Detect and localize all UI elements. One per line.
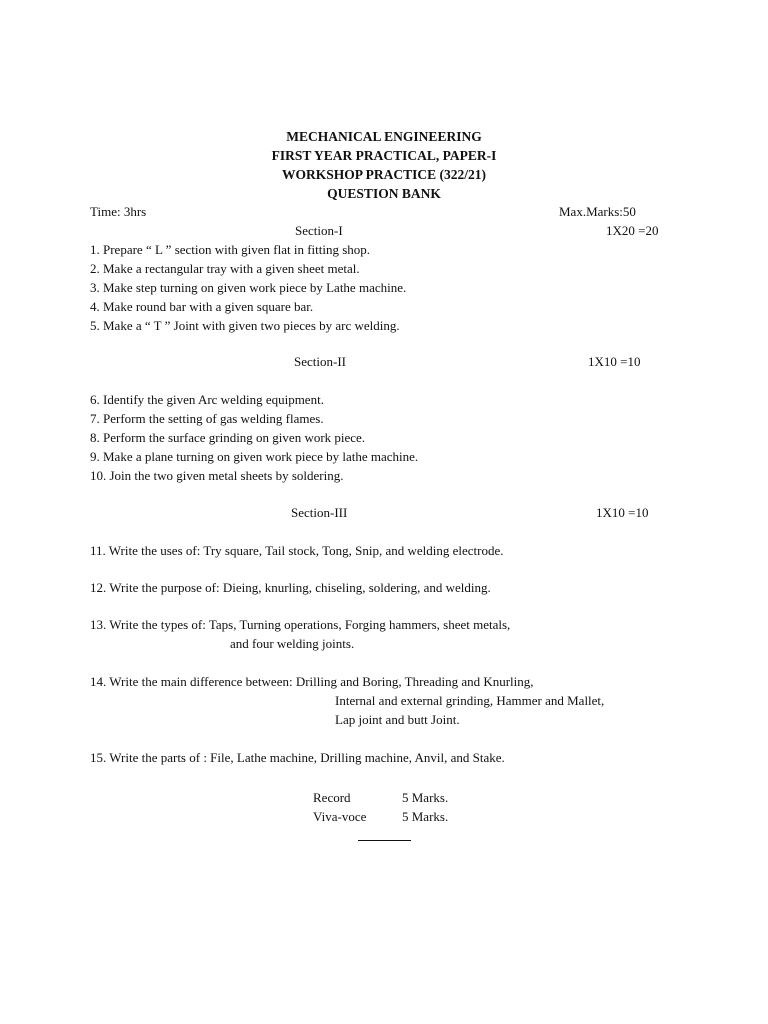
viva-voce-marks: 5 Marks. (402, 809, 449, 824)
section-2-title: Section-II (294, 354, 346, 369)
section-3-title: Section-III (291, 505, 348, 520)
title-first-year-practical: FIRST YEAR PRACTICAL, PAPER-I (271, 148, 497, 163)
question-3: 3. Make step turning on given work piece by Lathe machine. (90, 280, 407, 295)
record-label: Record (313, 790, 351, 805)
question-2: 2. Make a rectangular tray with a given sheet metal. (90, 261, 360, 276)
question-11: 11. Write the uses of: Try square, Tail stock, Tong, Snip, and welding electrode. (90, 543, 504, 558)
title-workshop-practice: WORKSHOP PRACTICE (322/21) (281, 167, 486, 182)
section-1-marks: 1X20 =20 (606, 223, 659, 238)
question-1: 1. Prepare “ L ” section with given flat in fitting shop. (90, 242, 371, 257)
question-8: 8. Perform the surface grinding on given work piece. (90, 430, 366, 445)
question-4: 4. Make round bar with a given square bar. (90, 299, 314, 314)
title-question-bank: QUESTION BANK (327, 186, 441, 201)
question-9: 9. Make a plane turning on given work piece by lathe machine. (90, 449, 419, 464)
viva-voce-label: Viva-voce (313, 809, 367, 824)
time-label: Time: 3hrs (90, 204, 147, 219)
question-12: 12. Write the purpose of: Dieing, knurling, chiseling, soldering, and welding. (90, 580, 491, 595)
question-14-line-1: 14. Write the main difference between: Drilling and Boring, Threading and Knurling, (90, 674, 534, 689)
question-7: 7. Perform the setting of gas welding flames. (90, 411, 324, 426)
question-14-line-3: Lap joint and butt Joint. (335, 712, 460, 727)
title-mechanical-engineering: MECHANICAL ENGINEERING (286, 129, 482, 144)
end-rule (358, 840, 411, 841)
max-marks-label: Max.Marks:50 (559, 204, 636, 219)
section-2-marks: 1X10 =10 (588, 354, 641, 369)
section-1-title: Section-I (295, 223, 343, 238)
question-13-line-2: and four welding joints. (230, 636, 355, 651)
record-marks: 5 Marks. (402, 790, 449, 805)
question-10: 10. Join the two given metal sheets by soldering. (90, 468, 344, 483)
question-5: 5. Make a “ T ” Joint with given two pieces by arc welding. (90, 318, 400, 333)
question-13-line-1: 13. Write the types of: Taps, Turning operations, Forging hammers, sheet metals, (90, 617, 511, 632)
question-15: 15. Write the parts of : File, Lathe machine, Drilling machine, Anvil, and Stake. (90, 750, 505, 765)
question-6: 6. Identify the given Arc welding equipment. (90, 392, 324, 407)
question-14-line-2: Internal and external grinding, Hammer and Mallet, (335, 693, 605, 708)
section-3-marks: 1X10 =10 (596, 505, 649, 520)
